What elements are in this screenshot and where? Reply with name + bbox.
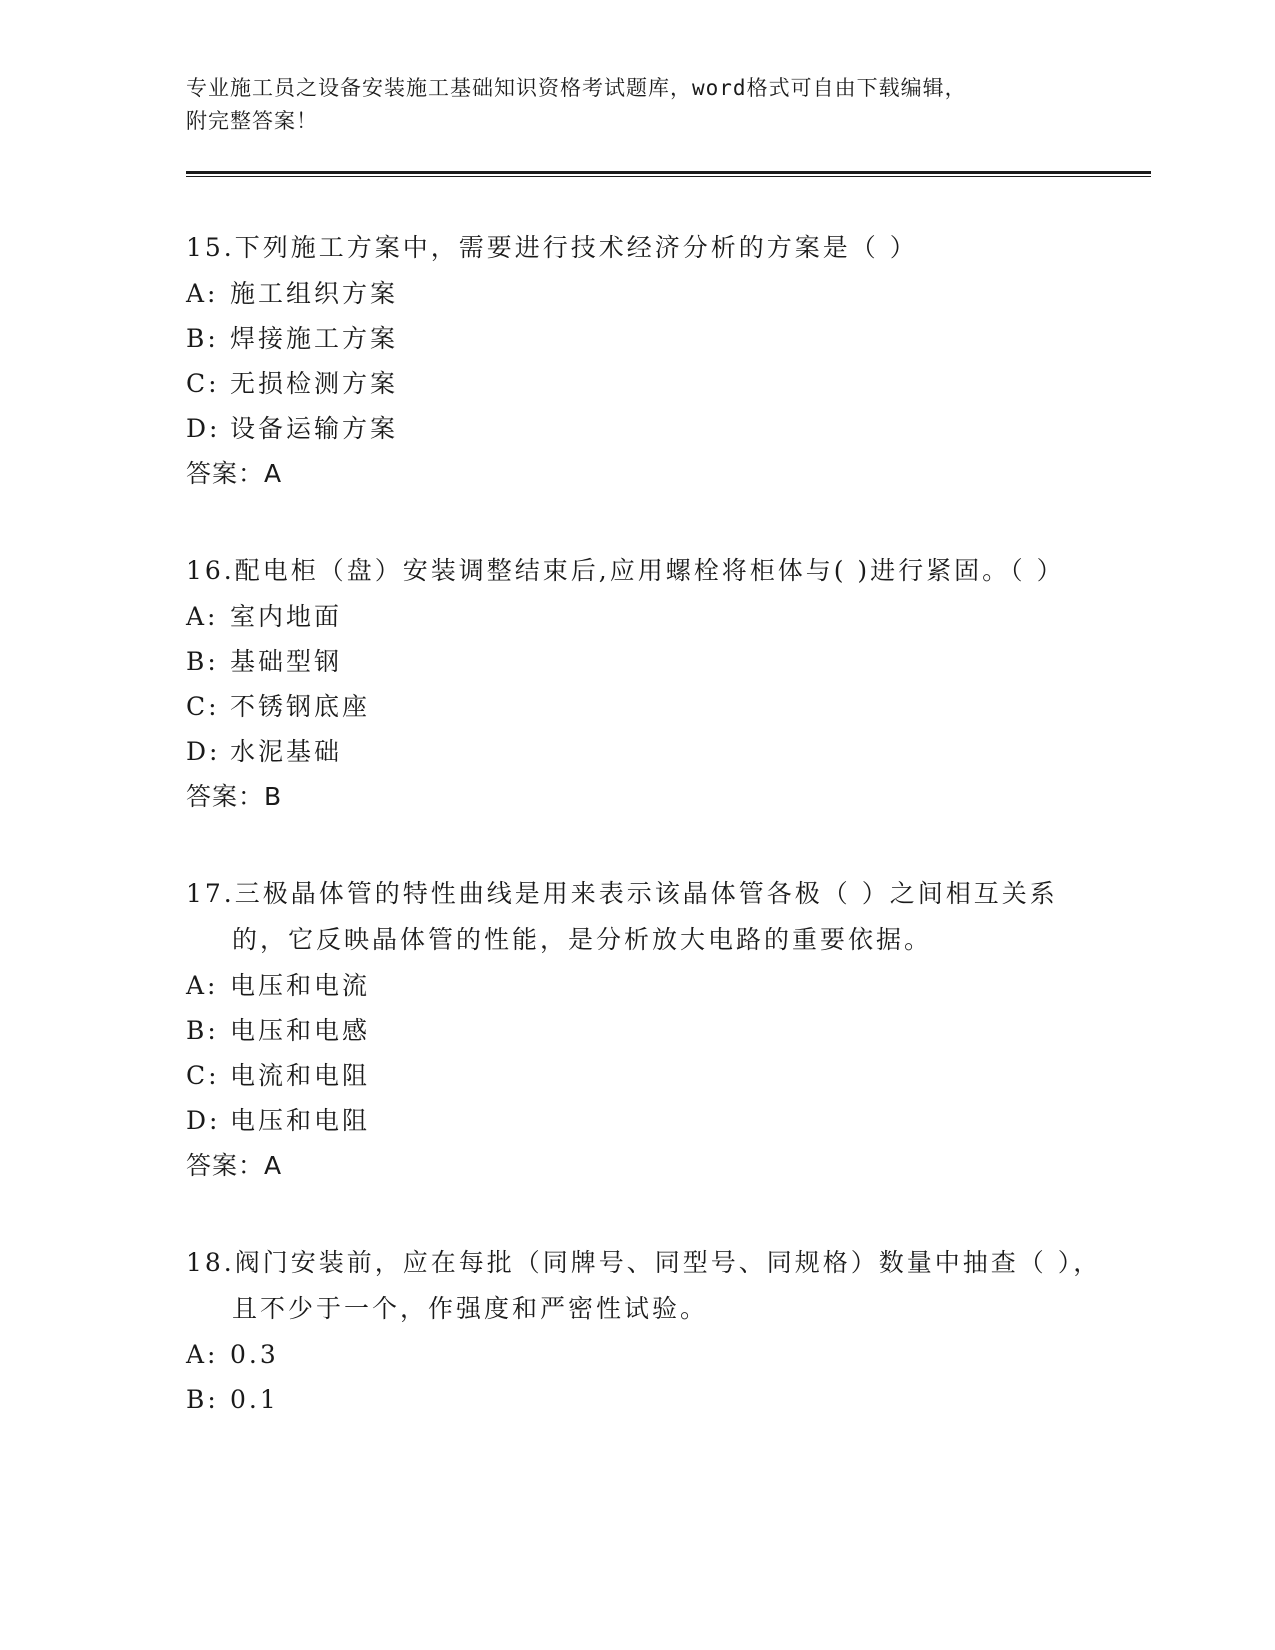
answer-value: A (264, 1151, 283, 1180)
option-letter: B: (186, 1016, 219, 1045)
option-a (186, 963, 1146, 1008)
option-text: 电流和电阻 (230, 1061, 371, 1090)
option-letter: C: (186, 369, 220, 398)
option-c (186, 1053, 1146, 1098)
option-letter: C: (186, 1061, 220, 1090)
option-b (186, 1008, 1146, 1053)
option-b (186, 316, 1146, 361)
option-letter: D: (186, 1106, 221, 1135)
option-text: 电压和电感 (230, 1016, 371, 1045)
option-text: 0.1 (230, 1385, 279, 1414)
option-a (186, 594, 1146, 639)
option-letter: A: (186, 971, 219, 1000)
answer-value: B (264, 782, 283, 811)
option-text: 不锈钢底座 (230, 692, 371, 721)
option-d (186, 406, 1146, 451)
option-text: 0.3 (230, 1340, 279, 1369)
option-text: 施工组织方案 (230, 279, 399, 308)
header-divider (186, 171, 1151, 177)
question-16 (186, 548, 1146, 819)
question-stem: 15.下列施工方案中，需要进行技术经济分析的方案是（ ） (186, 233, 918, 262)
option-text: 无损检测方案 (230, 369, 399, 398)
question-15 (186, 225, 1146, 496)
answer-value: A (264, 459, 283, 488)
intro-line-1: 专业施工员之设备安装施工基础知识资格考试题库，word格式可自由下载编辑， (186, 76, 967, 100)
option-d (186, 1098, 1146, 1143)
option-letter: D: (186, 737, 221, 766)
answer-label: 答案： (186, 1151, 265, 1180)
option-letter: A: (186, 279, 219, 308)
option-letter: A: (186, 602, 219, 631)
option-letter: C: (186, 692, 220, 721)
option-text: 基础型钢 (230, 647, 343, 676)
answer-line (186, 1143, 1146, 1188)
option-b (186, 1377, 1146, 1422)
question-17 (186, 871, 1146, 1188)
option-letter: D: (186, 414, 221, 443)
question-stem: 17.三极晶体管的特性曲线是用来表示该晶体管各极（ ）之间相互关系的，它反映晶体管的性能，是分析放大电路的重要依据。 (186, 879, 1058, 954)
option-text: 电压和电阻 (230, 1106, 371, 1135)
option-letter: B: (186, 324, 219, 353)
option-letter: A: (186, 1340, 219, 1369)
option-letter: B: (186, 1385, 219, 1414)
option-d (186, 729, 1146, 774)
answer-label: 答案： (186, 459, 265, 488)
intro-line-2: 附完整答案！ (186, 109, 318, 133)
question-list (186, 225, 1146, 1422)
option-text: 电压和电流 (230, 971, 371, 1000)
answer-label: 答案： (186, 782, 265, 811)
option-letter: B: (186, 647, 219, 676)
document-intro (186, 72, 1066, 138)
document-page (186, 72, 1146, 1474)
option-text: 设备运输方案 (230, 414, 399, 443)
option-a (186, 1332, 1146, 1377)
option-text: 焊接施工方案 (230, 324, 399, 353)
option-c (186, 361, 1146, 406)
option-a (186, 271, 1146, 316)
option-text: 室内地面 (230, 602, 343, 631)
option-b (186, 639, 1146, 684)
question-18 (186, 1240, 1146, 1422)
option-c (186, 684, 1146, 729)
answer-line (186, 451, 1146, 496)
question-stem: 18.阀门安装前，应在每批（同牌号、同型号、同规格）数量中抽查（ ），且不少于一个，作强度和严密性试验。 (186, 1248, 1102, 1323)
question-stem: 16.配电柜（盘）安装调整结束后,应用螺栓将柜体与( )进行紧固。（ ） (186, 556, 1065, 585)
option-text: 水泥基础 (230, 737, 343, 766)
answer-line (186, 774, 1146, 819)
